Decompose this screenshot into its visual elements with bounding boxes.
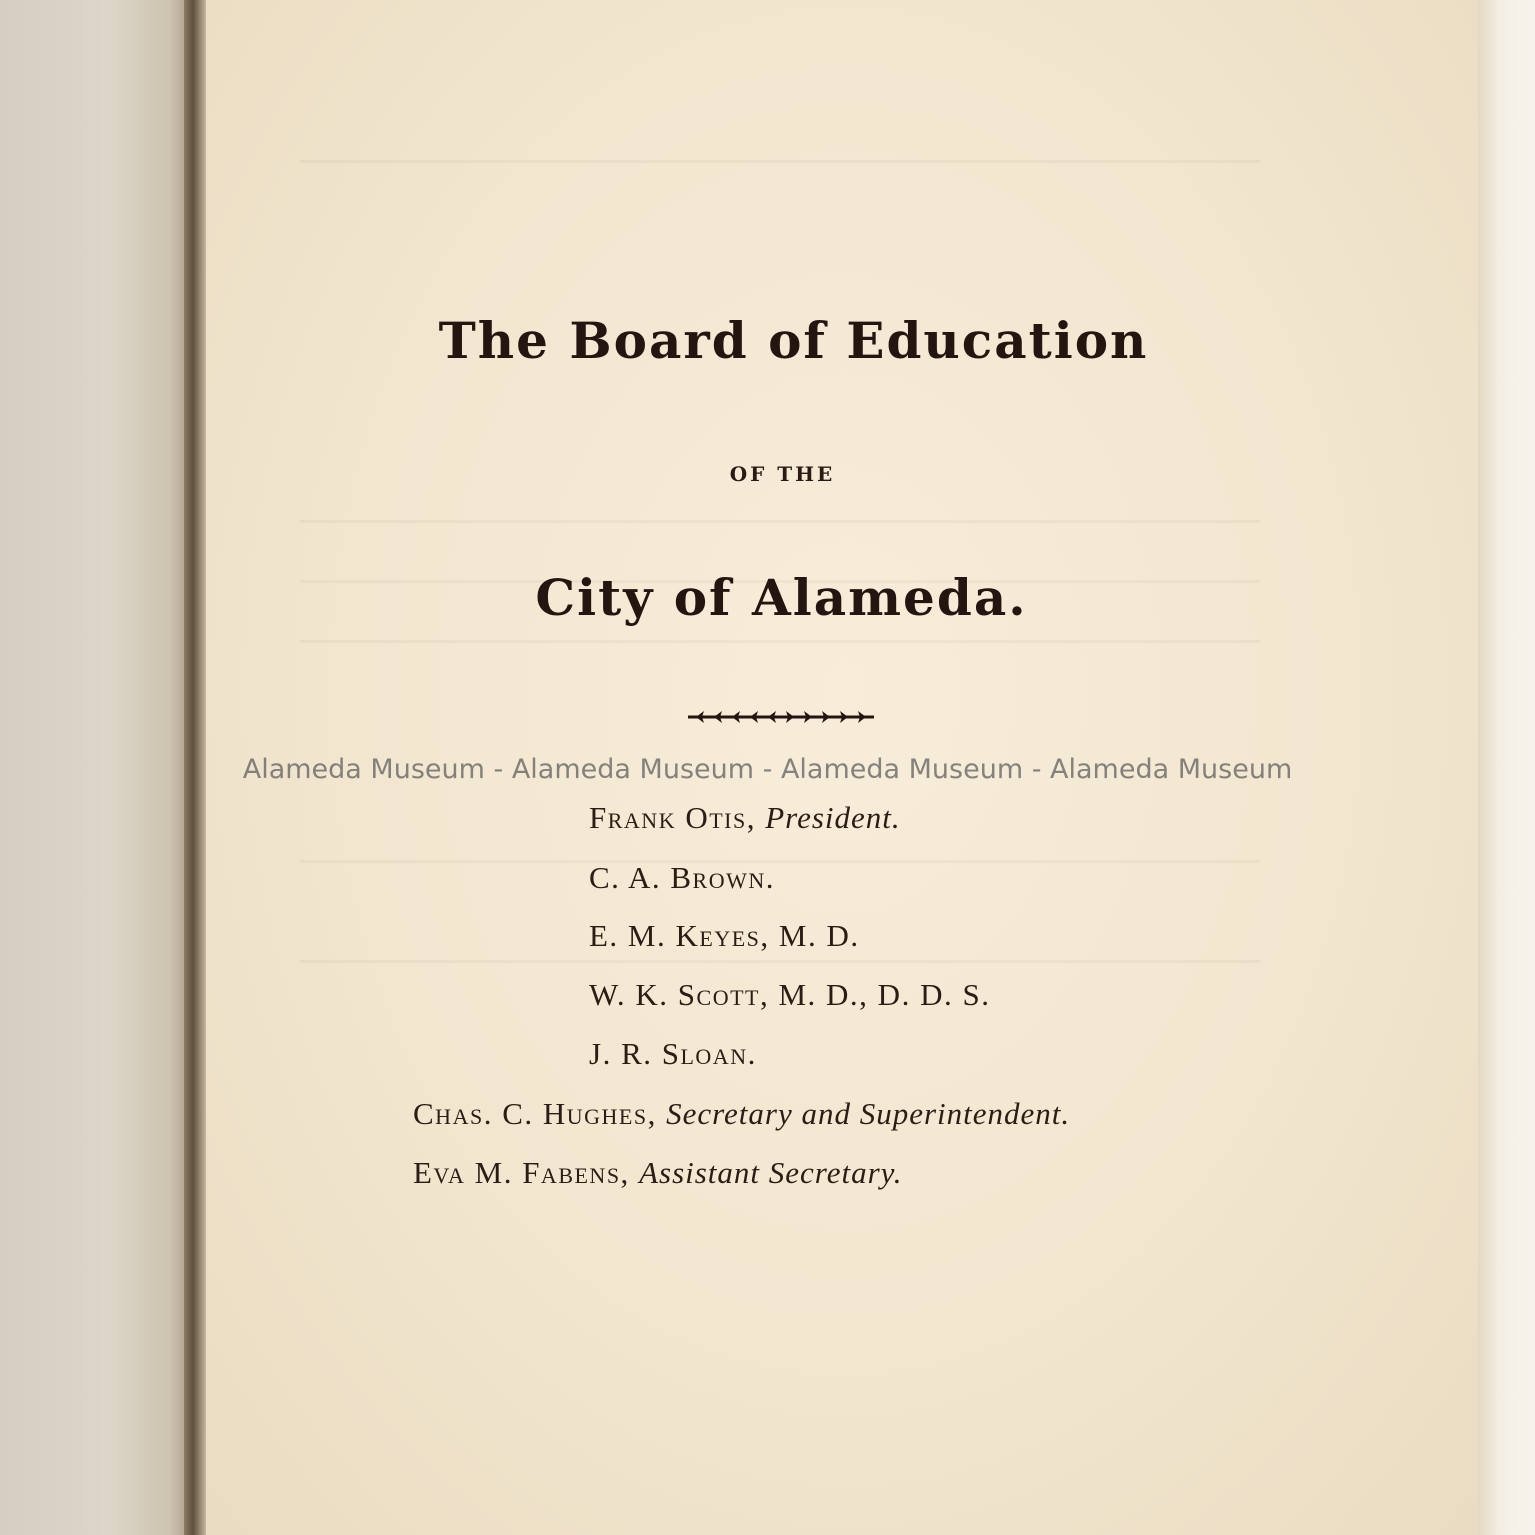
member-name: Frank Otis, bbox=[589, 800, 756, 835]
title-heading: The Board of Education bbox=[438, 311, 1149, 370]
member-name: C. A. Brown. bbox=[589, 860, 775, 895]
member-sloan bbox=[589, 1036, 757, 1072]
member-role: Secretary and Superintendent. bbox=[666, 1096, 1071, 1131]
member-name: Eva M. Fabens, bbox=[413, 1155, 630, 1190]
member-secretary bbox=[413, 1096, 1070, 1132]
ornament-divider-icon bbox=[686, 707, 876, 727]
member-role: Assistant Secretary. bbox=[639, 1155, 903, 1190]
city-heading: City of Alameda. bbox=[535, 568, 1028, 627]
member-assistant-secretary bbox=[413, 1155, 902, 1191]
show-through-line bbox=[300, 960, 1260, 963]
show-through-line bbox=[300, 160, 1260, 163]
member-brown bbox=[589, 860, 775, 896]
member-keyes bbox=[589, 918, 860, 954]
member-role: President. bbox=[765, 800, 901, 835]
member-name: Chas. C. Hughes, bbox=[413, 1096, 657, 1131]
member-president bbox=[589, 800, 901, 836]
show-through-line bbox=[300, 860, 1260, 863]
show-through-line bbox=[300, 640, 1260, 643]
member-scott bbox=[589, 977, 990, 1013]
member-name: E. M. Keyes, M. D. bbox=[589, 918, 860, 953]
member-name: J. R. Sloan. bbox=[589, 1036, 757, 1071]
show-through-line bbox=[300, 520, 1260, 523]
member-name: W. K. Scott, M. D., D. D. S. bbox=[589, 977, 991, 1012]
subtitle-connector: OF THE bbox=[729, 462, 836, 486]
watermark-text: Alameda Museum - Alameda Museum - Alameda Museum - Alameda Museum bbox=[242, 754, 1293, 785]
